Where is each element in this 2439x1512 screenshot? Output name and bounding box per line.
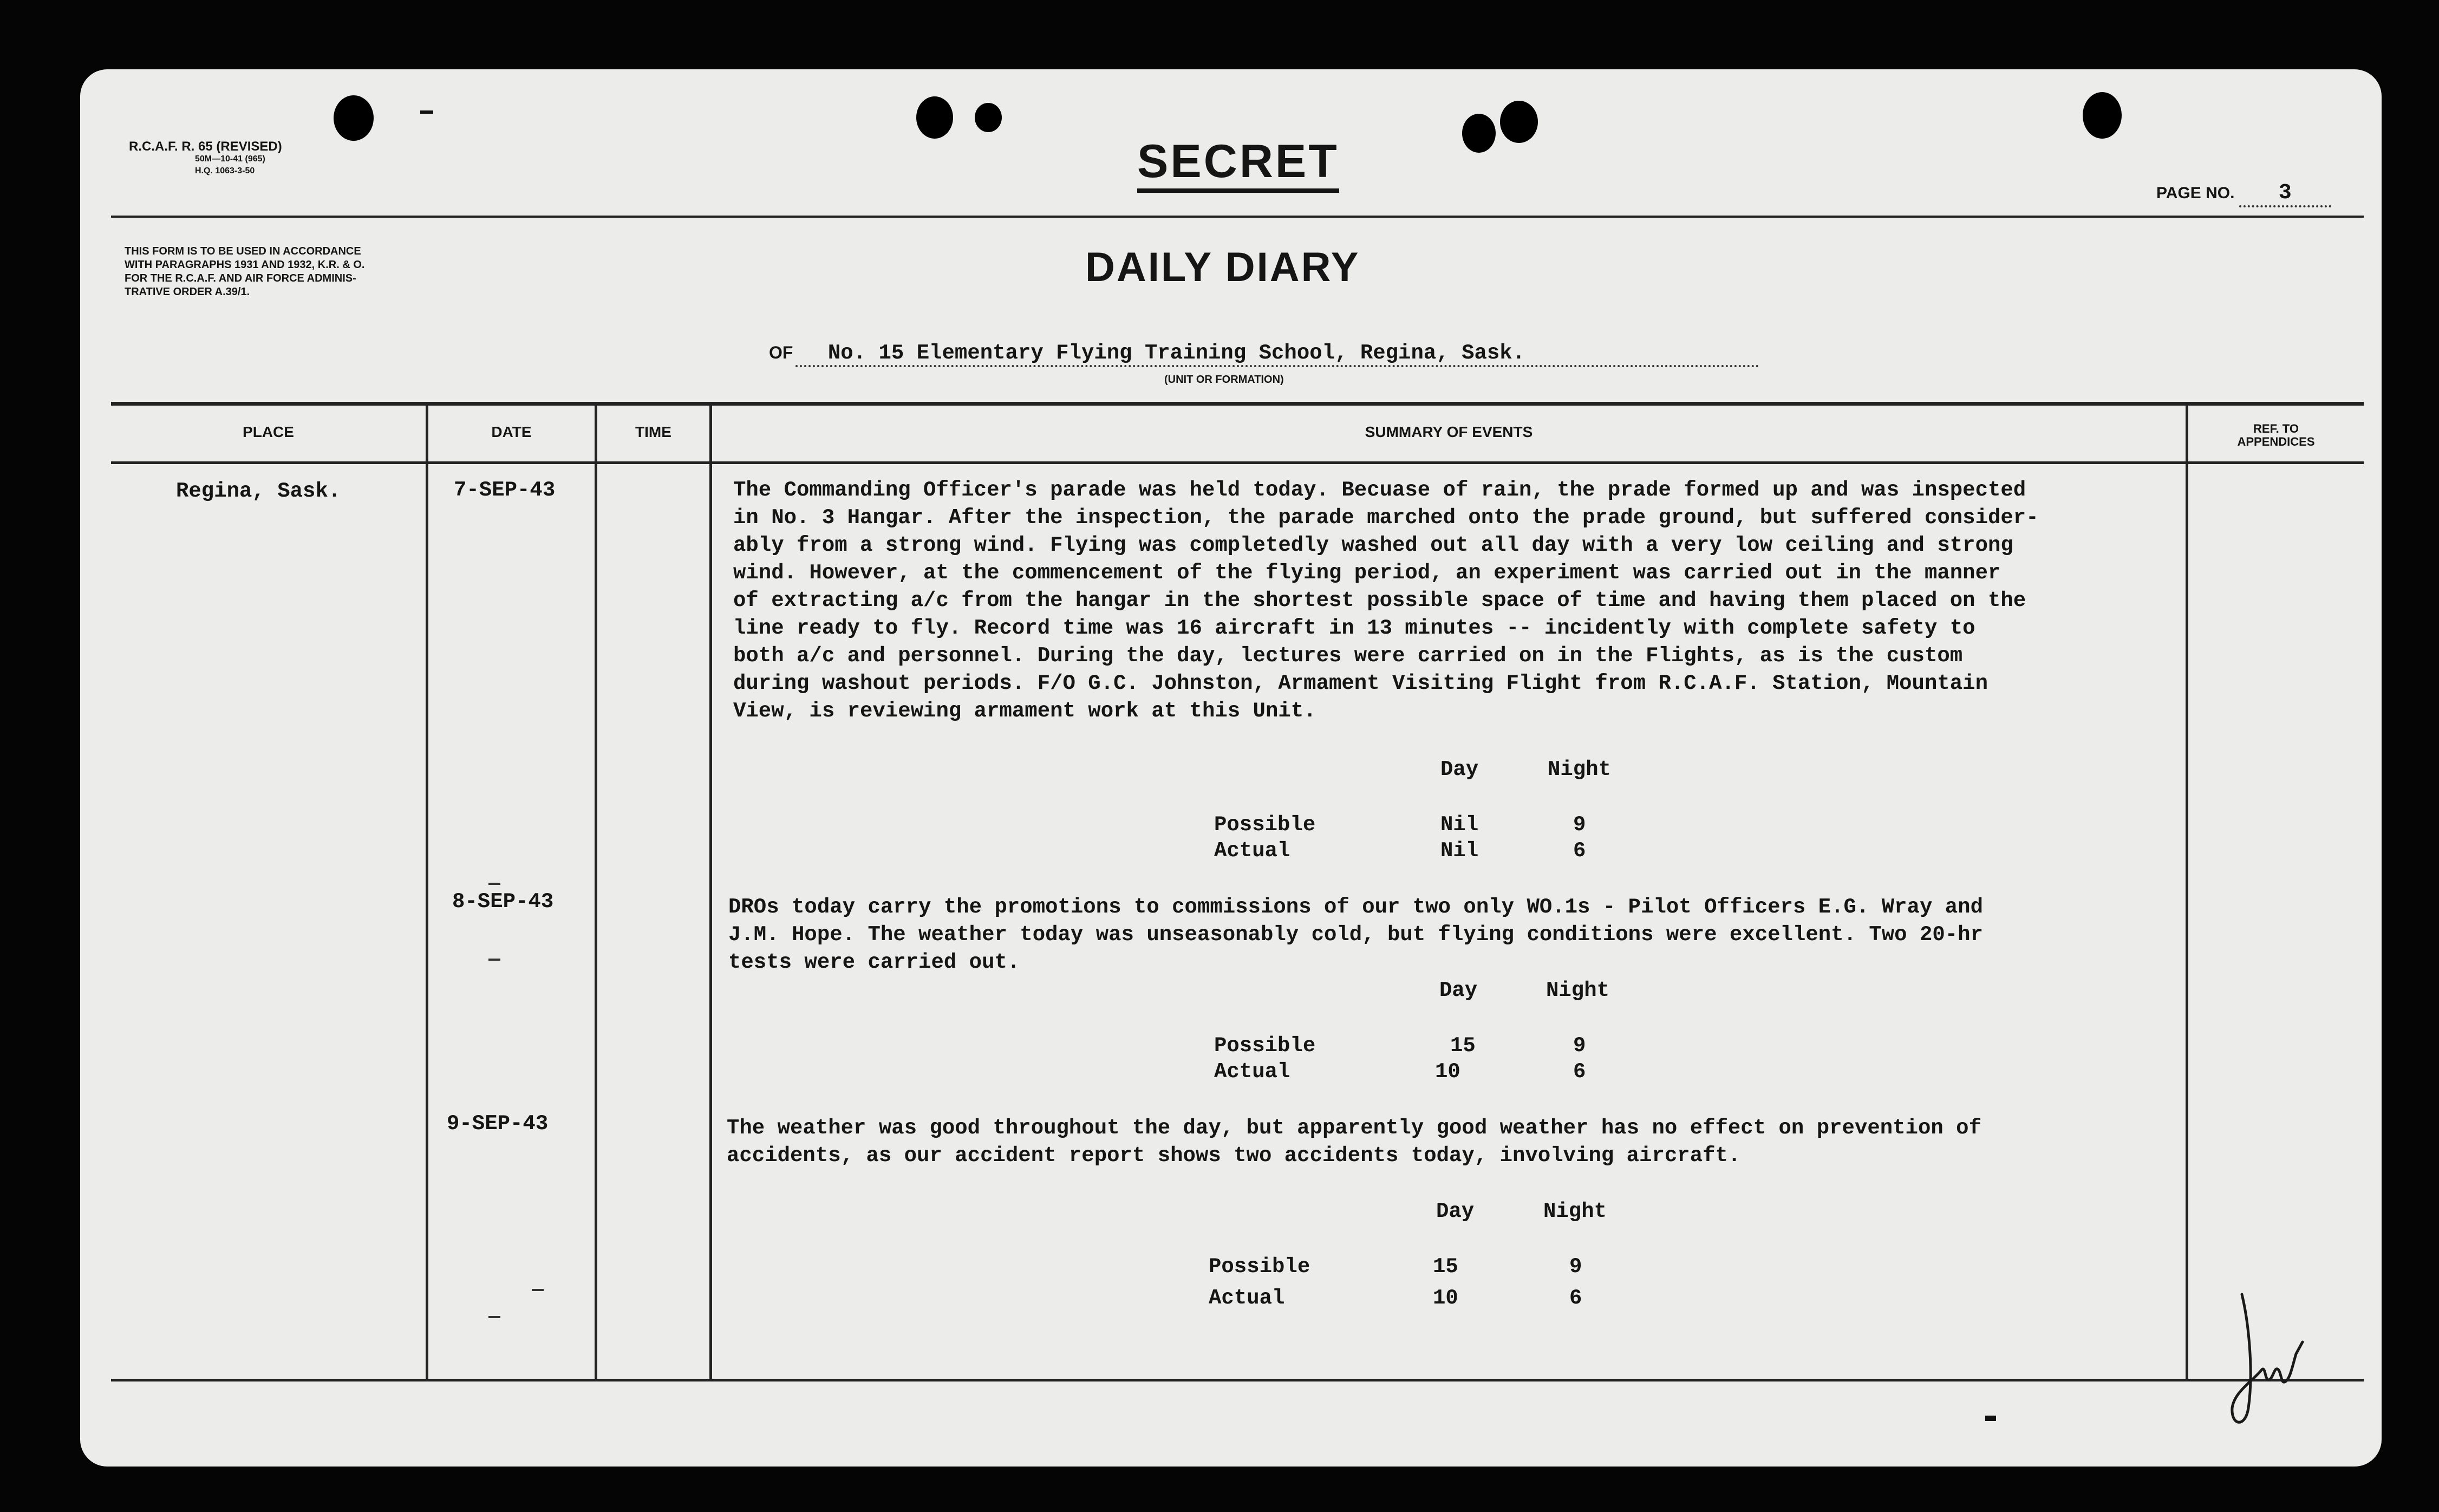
date-cell: 8-SEP-43 xyxy=(452,890,554,914)
unit-caption: (UNIT OR FORMATION) xyxy=(1164,374,1284,386)
instruction-line: THIS FORM IS TO BE USED IN ACCORDANCE xyxy=(125,245,361,257)
table-top-rule xyxy=(111,402,2364,406)
form-instructions xyxy=(125,245,364,299)
punch-hole xyxy=(916,96,953,139)
stats-day-header: Day xyxy=(1436,1200,1475,1223)
summary-line: wind. However, at the commencement of the flying period, an experiment was carried out in the manner xyxy=(733,561,2001,585)
column-divider xyxy=(2186,405,2188,1380)
form-code xyxy=(129,140,282,177)
dash-mark xyxy=(488,959,500,961)
page-number-label: PAGE NO. xyxy=(2156,184,2235,202)
summary-line: of extracting a/c from the hangar in the shortest possible space of time and having them placed on the xyxy=(733,589,2026,612)
place-cell: Regina, Sask. xyxy=(176,479,341,503)
summary-line: The weather was good throughout the day, but apparently good weather has no effect on prevention of xyxy=(727,1116,1981,1140)
column-header-place: PLACE xyxy=(243,423,294,440)
summary-entry xyxy=(727,1115,1981,1170)
form-code-line: R.C.A.F. R. 65 (REVISED) xyxy=(129,139,282,154)
form-code-line: H.Q. 1063-3-50 xyxy=(195,166,255,175)
summary-line: The Commanding Officer's parade was held today. Becuase of rain, the prade formed up and was inspected xyxy=(733,478,2026,502)
stats-possible-label: Possible xyxy=(1214,813,1316,837)
stats-possible-label: Possible xyxy=(1209,1255,1310,1279)
summary-line: both a/c and personnel. During the day, lectures were carried on in the Flights, as is the custom xyxy=(733,644,1963,668)
column-divider xyxy=(709,405,712,1380)
stats-possible-night: 9 xyxy=(1573,813,1586,837)
appendices-header-line: APPENDICES xyxy=(2237,435,2315,448)
summary-line: J.M. Hope. The weather today was unseasonably cold, but flying conditions were excellent. Two 20-hr xyxy=(728,923,1983,947)
punch-hole xyxy=(334,95,374,141)
stats-actual-night: 6 xyxy=(1573,839,1586,863)
form-code-line: 50M—10-41 (965) xyxy=(195,154,265,164)
stats-possible-day: 15 xyxy=(1450,1034,1476,1058)
stats-night-header: Night xyxy=(1548,758,1612,781)
summary-line: accidents, as our accident report shows two accidents today, involving aircraft. xyxy=(727,1144,1741,1168)
dash-mark xyxy=(488,1316,500,1318)
stats-actual-night: 6 xyxy=(1573,1060,1586,1084)
stats-actual-day: Nil xyxy=(1440,839,1479,863)
punch-hole xyxy=(975,103,1002,132)
column-header-date: DATE xyxy=(491,423,532,440)
date-cell: 9-SEP-43 xyxy=(447,1112,549,1136)
stats-actual-night: 6 xyxy=(1569,1286,1582,1310)
summary-line: line ready to fly. Record time was 16 aircraft in 13 minutes -- incidently with complete safety to xyxy=(733,616,1975,640)
punch-hole xyxy=(1462,114,1496,153)
ink-speck xyxy=(420,110,433,114)
dash-mark xyxy=(532,1289,544,1291)
dash-mark xyxy=(488,883,500,885)
appendices-header-line: REF. TO xyxy=(2253,422,2299,435)
stats-night-header: Night xyxy=(1546,979,1610,1002)
stats-actual-label: Actual xyxy=(1214,1060,1290,1084)
date-cell: 7-SEP-43 xyxy=(454,478,556,502)
stats-day-header: Day xyxy=(1440,758,1479,781)
unit-name: No. 15 Elementary Flying Training School, Regina, Sask. xyxy=(795,341,1759,367)
column-header-rule xyxy=(111,461,2364,464)
stats-possible-night: 9 xyxy=(1569,1255,1582,1279)
column-header-time: TIME xyxy=(635,423,671,440)
stats-night-header: Night xyxy=(1543,1200,1607,1223)
column-header-summary: SUMMARY OF EVENTS xyxy=(1365,423,1533,440)
stats-possible-day: Nil xyxy=(1440,813,1479,837)
instruction-line: FOR THE R.C.A.F. AND AIR FORCE ADMINIS- xyxy=(125,272,356,284)
stats-possible-night: 9 xyxy=(1573,1034,1586,1058)
punch-hole xyxy=(1500,101,1538,143)
summary-line: in No. 3 Hangar. After the inspection, the parade marched onto the prade ground, but suffered consider- xyxy=(733,506,2039,530)
stats-actual-label: Actual xyxy=(1214,839,1290,863)
summary-line: View, is reviewing armament work at this Unit. xyxy=(733,699,1316,723)
handwritten-initials xyxy=(2220,1289,2318,1435)
summary-entry xyxy=(728,894,1983,976)
summary-entry xyxy=(733,477,2039,725)
unit-of-label: OF xyxy=(769,343,793,362)
page-number-field xyxy=(2156,181,2331,207)
unit-field xyxy=(769,341,1759,367)
stats-actual-day: 10 xyxy=(1435,1060,1460,1084)
header-rule xyxy=(111,216,2364,218)
form-title: DAILY DIARY xyxy=(1085,244,1360,290)
column-header-appendices xyxy=(2188,422,2364,448)
instruction-line: WITH PARAGRAPHS 1931 AND 1932, K.R. & O. xyxy=(125,259,365,271)
column-divider xyxy=(426,405,428,1380)
instruction-line: TRATIVE ORDER A.39/1. xyxy=(125,286,250,298)
page-number-value: 3 xyxy=(2239,181,2331,207)
summary-line: during washout periods. F/O G.C. Johnston, Armament Visiting Flight from R.C.A.F. Station, Mountain xyxy=(733,672,1988,695)
summary-line: DROs today carry the promotions to commissions of our two only WO.1s - Pilot Officers E.G. Wray and xyxy=(728,895,1983,919)
table-bottom-rule xyxy=(111,1379,2364,1381)
ink-speck xyxy=(1985,1416,1996,1421)
stats-possible-label: Possible xyxy=(1214,1034,1316,1058)
stats-day-header: Day xyxy=(1439,979,1478,1002)
punch-hole xyxy=(2083,92,2122,139)
summary-line: ably from a strong wind. Flying was completedly washed out all day with a very low ceiling and strong xyxy=(733,533,2013,557)
stats-actual-label: Actual xyxy=(1209,1286,1285,1310)
column-divider xyxy=(595,405,597,1380)
classification-heading: SECRET xyxy=(1137,135,1339,193)
summary-line: tests were carried out. xyxy=(728,950,1020,974)
stats-actual-day: 10 xyxy=(1433,1286,1458,1310)
stats-possible-day: 15 xyxy=(1433,1255,1458,1279)
